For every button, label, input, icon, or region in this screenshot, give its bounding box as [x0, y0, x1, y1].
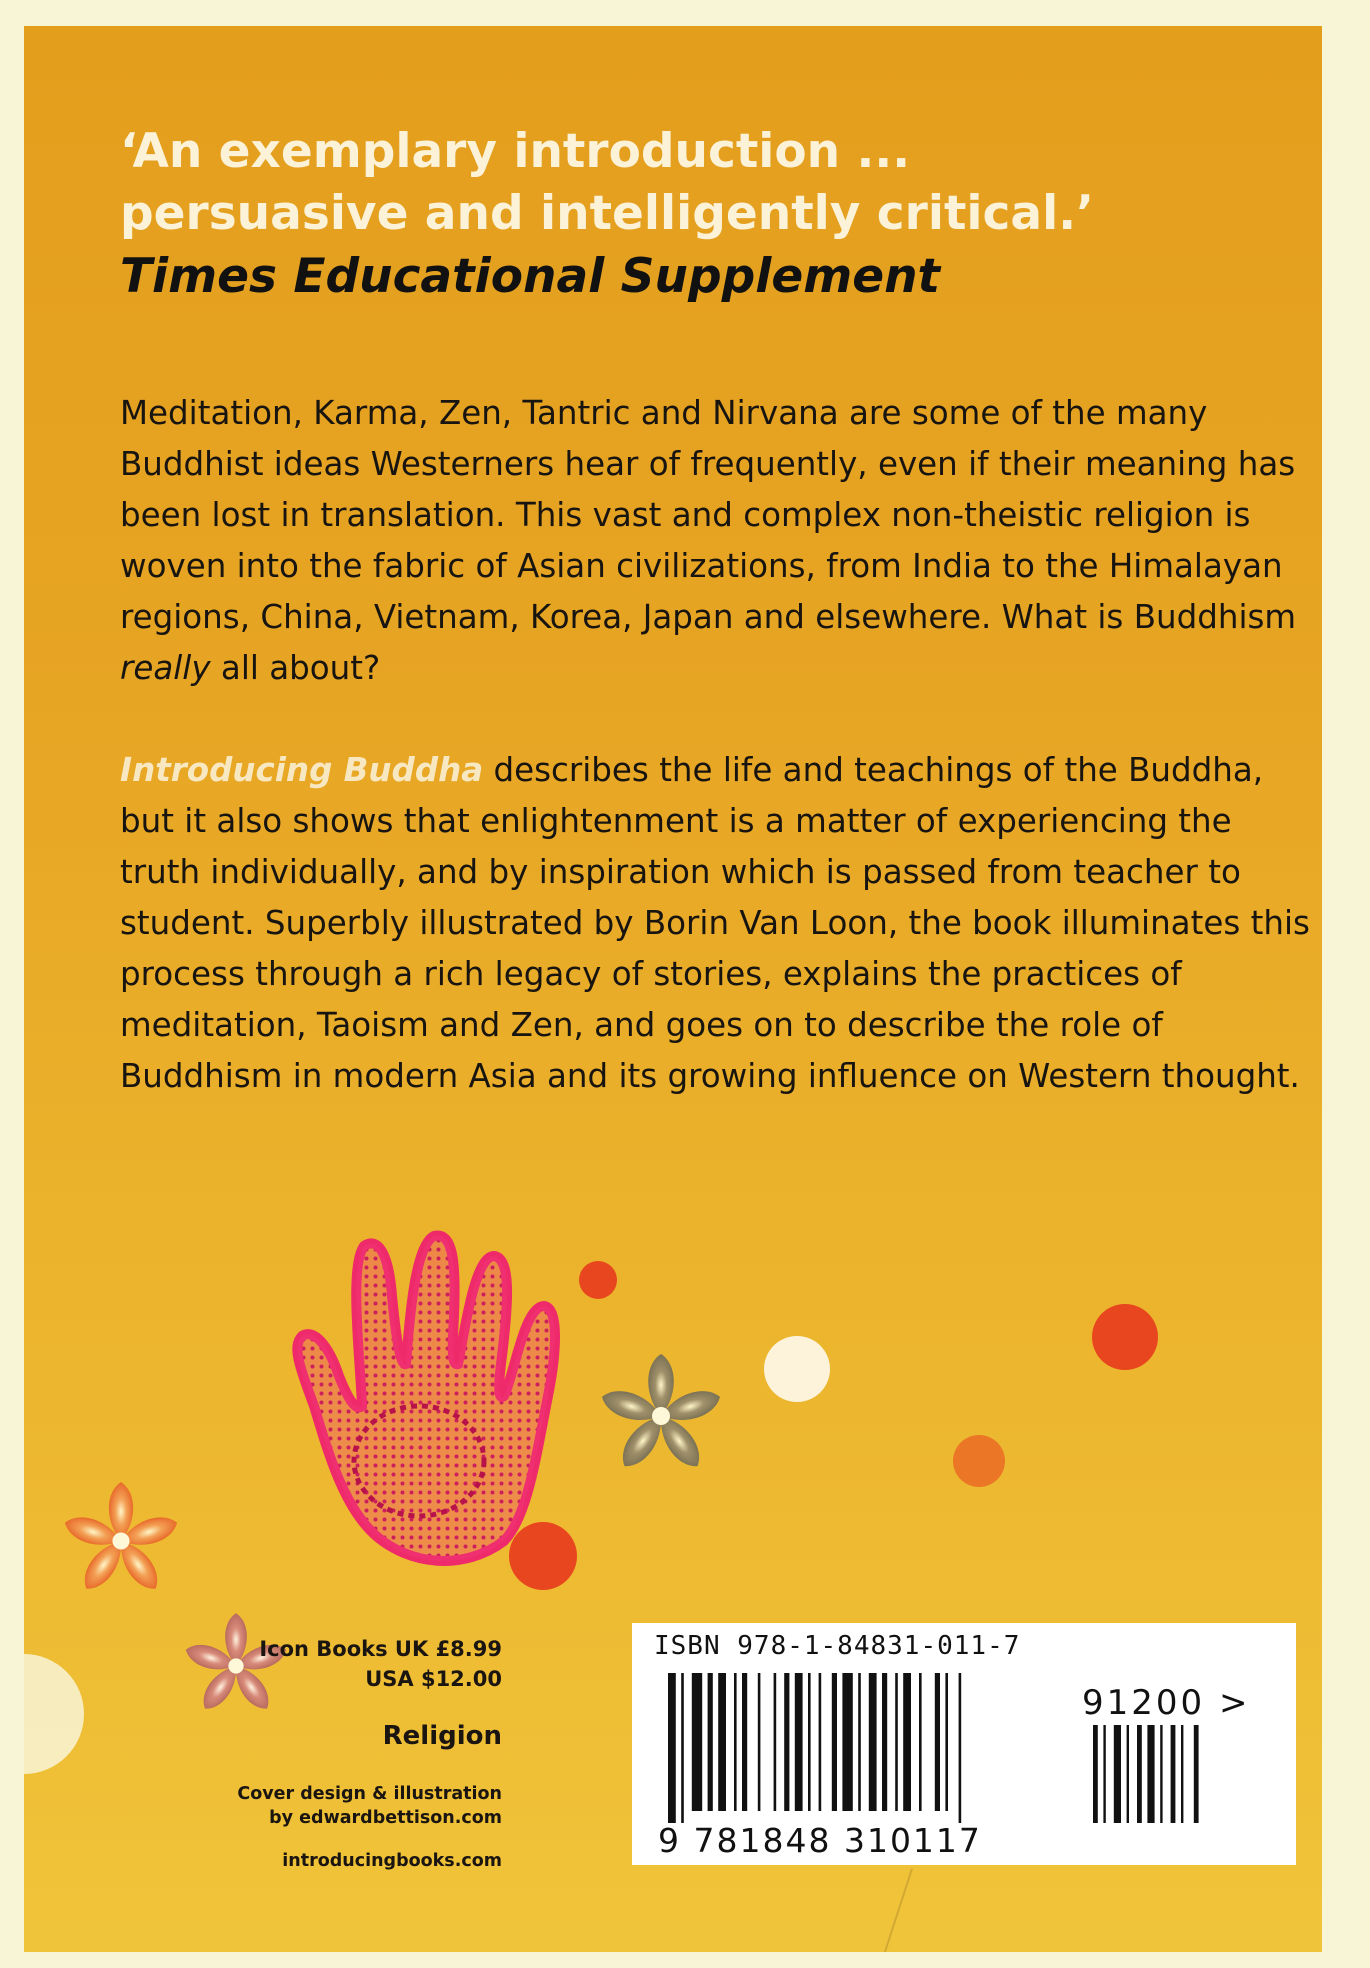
blurb — [120, 388, 1320, 1153]
dot-icon — [764, 1336, 830, 1402]
quote-source: Times Educational Supplement — [120, 249, 941, 304]
blurb-paragraph-1 — [120, 388, 1320, 694]
ean-digits: 9 781848 310117 — [658, 1821, 982, 1860]
dot-icon — [509, 1522, 577, 1590]
cover-credit — [202, 1782, 502, 1830]
hand-illustration-icon — [297, 1236, 555, 1561]
price-uk: Icon Books UK £8.99 — [259, 1637, 502, 1661]
blurb-p1-text: Meditation, Karma, Zen, Tantric and Nirvana are some of the many Buddhist ideas Westerners hear of frequently, even if their meaning has been lost in translation. This vast and complex non-theistic religion is woven into the fabric of Asian civilizations, from India to the Himalayan regions, China, Vietnam, Korea, Japan and elsewhere. What is Buddhism — [120, 394, 1297, 636]
isbn-number: ISBN 978-1-84831-011-7 — [654, 1631, 1021, 1661]
price-usa: USA $12.00 — [365, 1667, 502, 1691]
website-link: introducingbooks.com — [282, 1851, 502, 1871]
flower-icon — [598, 1354, 724, 1474]
credit-line-1: Cover design & illustration — [237, 1784, 502, 1804]
blurb-paragraph-2 — [120, 745, 1320, 1102]
price-code: 91200 > — [1082, 1683, 1251, 1723]
dot-icon — [953, 1435, 1005, 1487]
book-title: Introducing Buddha — [120, 751, 484, 789]
price-info — [202, 1634, 502, 1694]
blurb-p1-end: all about? — [210, 649, 381, 687]
dot-icon — [579, 1261, 617, 1299]
flower-icon — [61, 1482, 181, 1596]
barcode-panel — [632, 1623, 1296, 1865]
credit-line-2: by edwardbettison.com — [269, 1808, 502, 1828]
dot-icon — [1092, 1304, 1158, 1370]
review-quote — [120, 121, 1270, 245]
blurb-p2-text: describes the life and teachings of the Buddha, but it also shows that enlightenment is a matter of experiencing the truth individually, and by inspiration which is passed from teacher to student. Superbly illustrated by Borin Van Loon, the book illuminates this process through a rich legacy of stories, explains the practices of meditation, Taoism and Zen, and goes on to describe the role of Buddhism in modern Asia and its growing influence on Western thought. — [120, 751, 1310, 1095]
blurb-p1-emphasis: really — [120, 649, 211, 687]
quote-line-1: ‘An exemplary introduction ... — [120, 124, 911, 179]
quote-line-2: persuasive and intelligently critical.’ — [120, 186, 1094, 241]
category-label: Religion — [382, 1721, 502, 1751]
book-back-cover — [24, 26, 1322, 1952]
